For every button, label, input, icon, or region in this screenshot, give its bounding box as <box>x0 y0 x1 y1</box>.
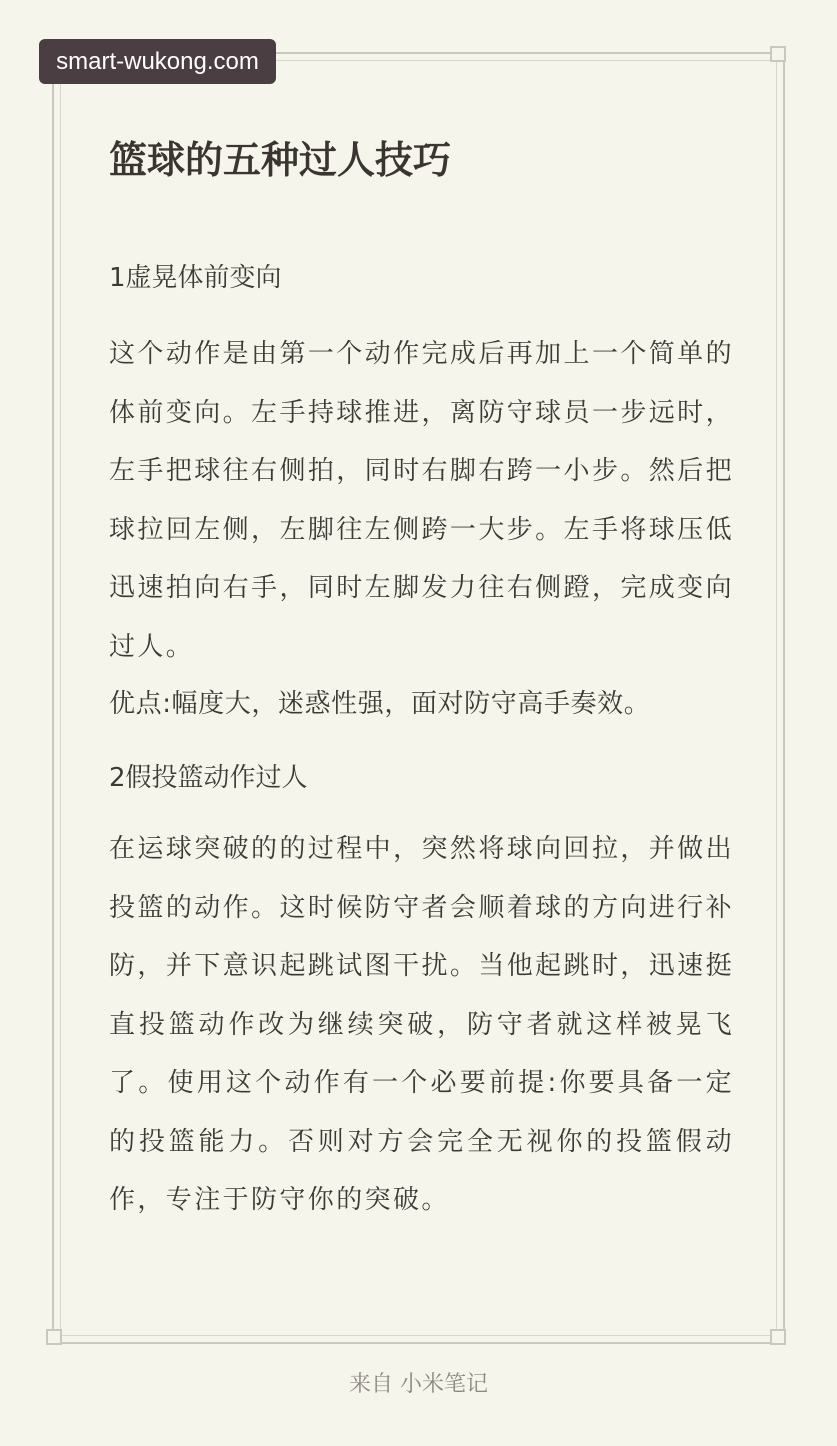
frame-corner-ornament <box>46 1329 62 1345</box>
section-body-2: 在运球突破的的过程中，突然将球向回拉，并做出投篮的动作。这时候防守者会顺着球的方向进行补防，并下意识起跳试图干扰。当他起跳时，迅速挺直投篮动作改为继续突破，防守者就这样被晃飞了。使用这个动作有一个必要前提:你要具备一定的投篮能力。否则对方会完全无视你的投篮假动作，专注于防守你的突破。 <box>109 834 734 1215</box>
watermark-label: smart-wukong.com <box>39 39 276 84</box>
article-title: 篮球的五种过人技巧 <box>109 138 452 182</box>
article-body <box>109 130 734 1215</box>
source-footer: 来自 小米笔记 <box>349 1372 488 1397</box>
section-heading-2: 2假投篮动作过人 <box>109 763 308 793</box>
frame-corner-ornament <box>770 1329 786 1345</box>
section-body-1: 这个动作是由第一个动作完成后再加上一个简单的体前变向。左手持球推进，离防守球员一步远时，左手把球往右侧拍，同时右脚右跨一小步。然后把球拉回左侧，左脚往左侧跨一大步。左手将球压低迅速拍向右手，同时左脚发力往右侧蹬，完成变向过人。 <box>109 339 734 662</box>
frame-corner-ornament <box>770 46 786 62</box>
section-heading-1: 1虚晃体前变向 <box>109 263 282 293</box>
section-note-1: 优点:幅度大，迷惑性强，面对防守高手奏效。 <box>109 689 651 719</box>
